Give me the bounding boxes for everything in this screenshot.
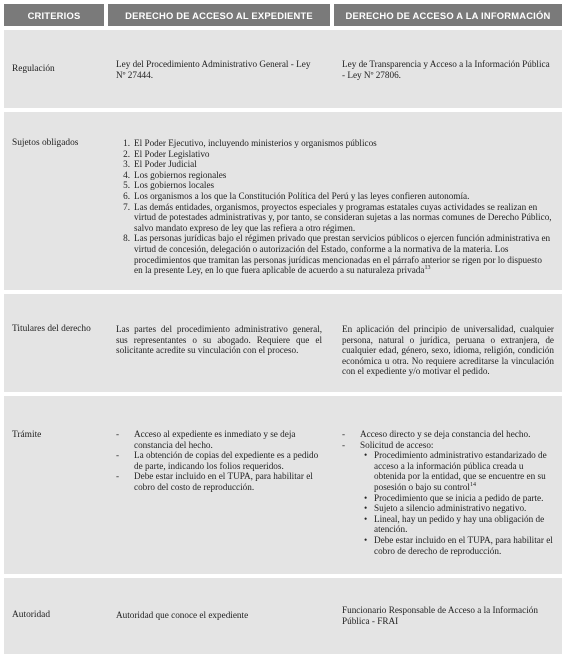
titulares-informacion: En aplicación del principio de universalidad, cualquier persona, natural o jurídica, peruana o extranjera, de cualquier edad, género, sexo, idioma, religión, condición económica u otra. No requiere acreditarse la vinculación con el expediente y/o motivar el pedido. [342, 324, 554, 377]
sujetos-list [116, 138, 552, 276]
sujeto-item: 3. El Poder Judicial [123, 159, 197, 170]
titulares-expediente: Las partes del procedimiento administrativo general, sus representantes o su abogado. Requiere que el solicitante acredite su vinculación con el proceso. [116, 324, 322, 356]
tramite-info-item-2: - Solicitud de acceso: • Procedimiento administrativo estandarizado de acceso a la información pública creada u obtenida por la entidad, que se encuentre en su posesión o bajo su control$^{14}$ • Procedimiento que se inicia a pedido de parte. • Sujeto a silencio administrativo negativo. • Lineal, hay un pedido y hay una obligación de atención. • Debe estar incluido en el TUPA, para habilitar el cobro de derecho de reproducción. [342, 439, 553, 556]
tramite-info-bullet: • Procedimiento administrativo estandarizado de acceso a la información pública creada u obtenida por la entidad, que se encuentre en su posesión o bajo su control$^{14}$ [364, 450, 547, 492]
header-expediente: DERECHO DE ACCESO AL EXPEDIENTE [108, 4, 330, 26]
row-sujetos [4, 112, 562, 290]
label-regulacion: Regulación [12, 64, 55, 74]
tramite-informacion-list [336, 429, 554, 556]
tramite-info-item-1: - Acceso directo y se deja constancia del hecho. [342, 429, 531, 439]
sujeto-item: 1. El Poder Ejecutivo, incluyendo ministerios y organismos públicos [123, 138, 377, 148]
tramite-info-bullet: • Sujeto a silencio administrativo negativo. [364, 503, 527, 514]
row-regulacion [4, 30, 562, 108]
sujeto-item: 6. Los organismos a los que la Constitución Política del Perú y las leyes confieren autonomía. [123, 190, 470, 201]
regulacion-expediente: Ley del Procedimiento Administrativo General - Ley Nº 27444. [116, 59, 311, 80]
tramite-info-bullet: • Procedimiento que se inicia a pedido de parte. [364, 492, 544, 503]
row-tramite [4, 396, 562, 574]
tramite-expediente-list [110, 429, 322, 493]
label-titulares: Titulares del derecho [12, 324, 91, 334]
tramite-info-bullet: • Lineal, hay un pedido y hay una obligación de atención. [364, 513, 545, 535]
autoridad-informacion: Funcionario Responsable de Acceso a la Información Pública - FRAI [342, 605, 538, 626]
sujeto-item: 8. Las personas jurídicas bajo el régimen privado que prestan servicios públicos o ejercen función administrativa en virtud de concesión, delegación o autorización del Estado, conforme a la normativa de la materia. Los procedimientos que tramitan las personas jurídicas mencionadas en el párrafo anterior se rigen por lo dispuesto en la presente Ley, en lo que fuera aplicable de acuerdo a su naturaleza privada$^{13}$ [123, 233, 551, 276]
regulacion-informacion: Ley de Transparencia y Acceso a la Información Pública - Ley Nº 27806. [342, 59, 550, 80]
tramite-info-bullets [360, 450, 554, 556]
tramite-info-bullet: • Debe estar incluido en el TUPA, para habilitar el cobro de derecho de reproducción. [364, 534, 553, 556]
tramite-exp-item: - Acceso al expediente es inmediato y se deja constancia del hecho. [116, 429, 296, 450]
header-criterios: CRITERIOS [4, 4, 104, 26]
autoridad-expediente: Autoridad que conoce el expediente [116, 610, 249, 620]
sujeto-item: 2. El Poder Legislativo [123, 148, 210, 159]
row-titulares [4, 294, 562, 392]
sujeto-item: 4. Los gobiernos regionales [123, 169, 227, 180]
tramite-exp-item: - La obtención de copias del expediente es a pedido de parte, indicando los folios requeridos. [116, 450, 319, 471]
header-informacion: DERECHO DE ACCESO A LA INFORMACIÓN [334, 4, 562, 26]
sujeto-item: 7. Las demás entidades, organismos, proyectos especiales y programas estatales cuyas actividades se realizan en virtud de potestades administrativas y, por tanto, se consideran sujetas a las normas comunes de Derecho Público, salvo mandato expreso de ley que las refiera a otro régimen. [123, 201, 552, 233]
label-tramite: Trámite [12, 430, 42, 440]
label-autoridad: Autoridad [12, 610, 51, 620]
label-sujetos: Sujetos obligados [12, 138, 79, 148]
footnote-ref: 13 [424, 265, 431, 272]
tramite-exp-item: - Debe estar incluido en el TUPA, para habilitar el cobro del costo de reproducción. [116, 471, 313, 492]
row-autoridad [4, 578, 562, 654]
footnote-ref: 14 [469, 481, 476, 488]
sujeto-item: 5. Los gobiernos locales [123, 180, 215, 191]
